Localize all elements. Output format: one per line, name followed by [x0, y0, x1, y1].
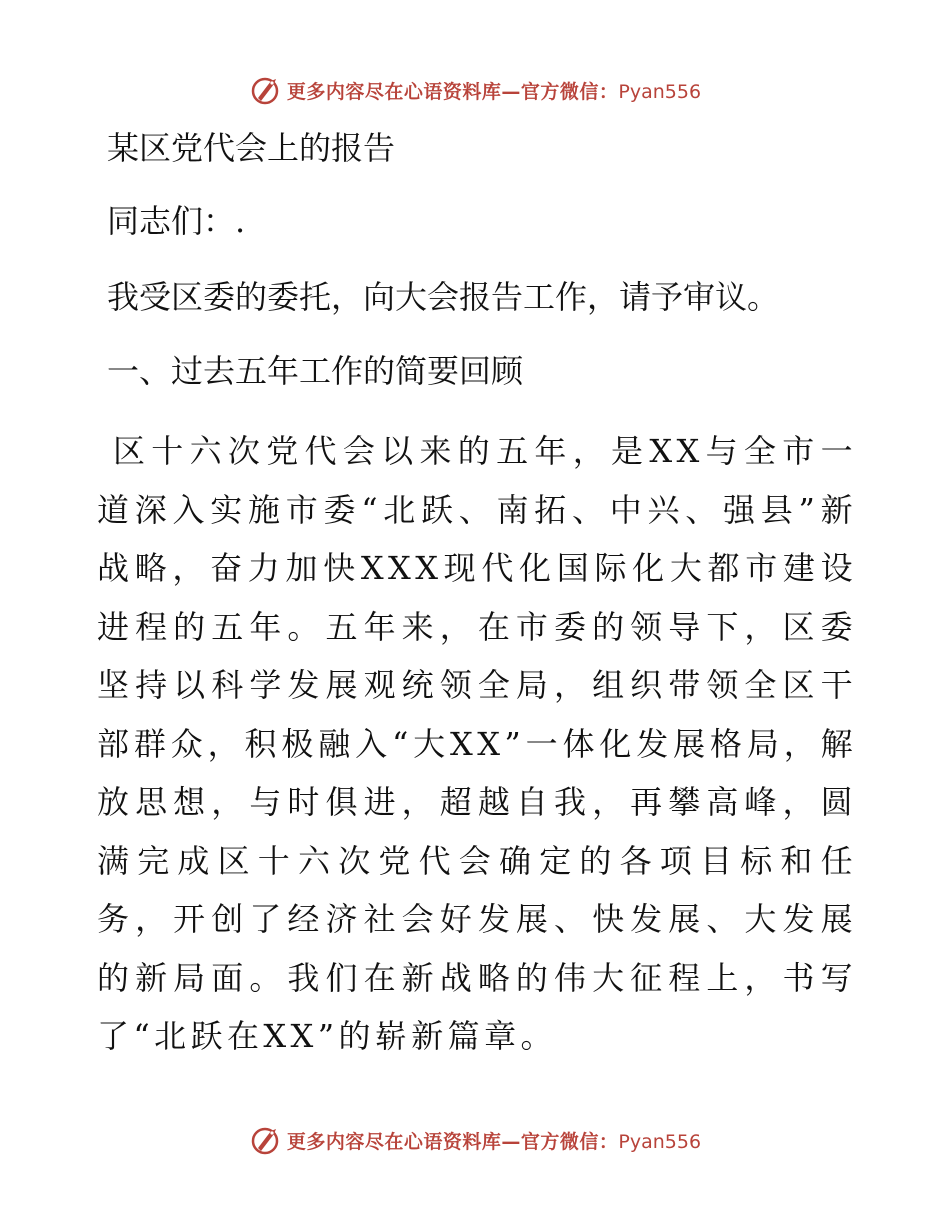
section-heading: 一、过去五年工作的简要回顾 — [107, 352, 524, 390]
watermark-text: 更多内容尽在心语资料库—官方微信：Pyan556 — [286, 1130, 702, 1153]
body-paragraph: 区十六次党代会以来的五年，是XX与全市一道深入实施市委“北跃、南拓、中兴、强县”新战略，奋力加快XXX现代化国际化大都市建设进程的五年。五年来，在市委的领导下，区委坚持以科学发展观统领全局，组织带领全区干部群众，积极融入“大XX”一体化发展格局，解放思想，与时俱进，超越自我，再攀高峰，圆满完成区十六次党代会确定的各项目标和任务，开创了经济社会好发展、快发展、大发展的新局面。我们在新战略的伟大征程上，书写了“北跃在XX”的崭新篇章。 — [97, 432, 857, 1055]
footer-watermark — [0, 1120, 950, 1160]
document-title: 某区党代会上的报告 — [107, 129, 396, 167]
opening-sentence: 我受区委的委托，向大会报告工作，请予审议。 — [107, 278, 780, 316]
watermark-text: 更多内容尽在心语资料库—官方微信：Pyan556 — [286, 80, 702, 103]
pen-nib-circle-icon — [249, 73, 283, 107]
header-watermark — [0, 70, 950, 110]
pen-nib-circle-icon — [249, 1123, 283, 1157]
salutation: 同志们：. — [107, 202, 246, 240]
